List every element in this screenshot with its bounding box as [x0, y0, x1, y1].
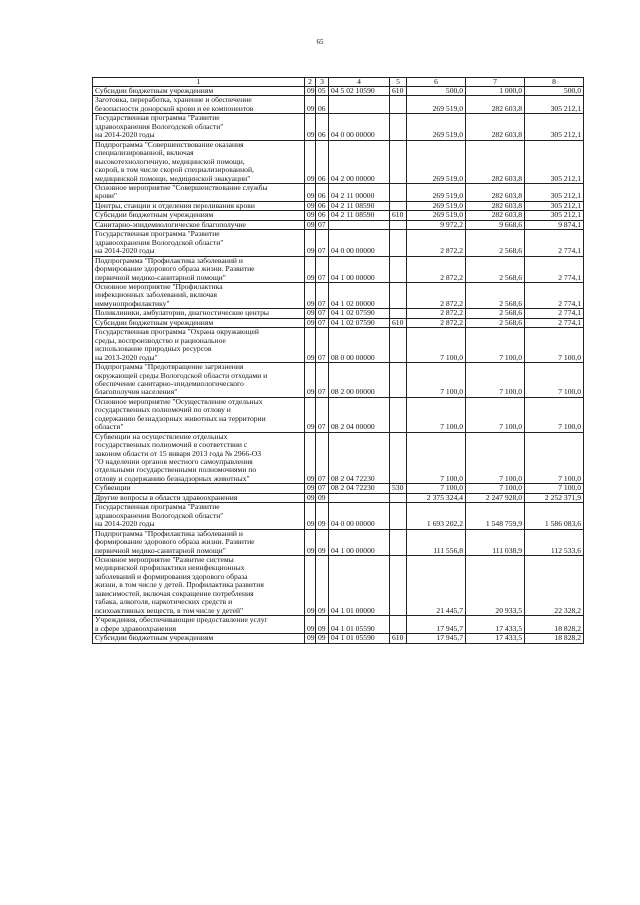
- amount-year-1: 269 519,0: [407, 211, 466, 220]
- table-row: [93, 318, 584, 327]
- column-header: 2: [305, 78, 316, 87]
- target-article-code: 04 2 00 00000: [329, 140, 390, 183]
- table-row: [93, 201, 584, 210]
- row-title: Государственная программа "Развитие здравоохранения Вологодской области" на 2014-2020 годы: [93, 503, 305, 529]
- amount-year-3: 2 774,1: [525, 309, 584, 318]
- section-code: 09: [305, 87, 316, 96]
- amount-year-1: 2 375 324,4: [407, 493, 466, 502]
- target-article-code: 04 1 01 05590: [329, 634, 390, 643]
- amount-year-1: 7 100,0: [407, 328, 466, 363]
- table-row: [93, 87, 584, 96]
- amount-year-1: 7 100,0: [407, 432, 466, 484]
- subsection-code: 09: [316, 556, 329, 616]
- expense-type-code: [390, 140, 407, 183]
- target-article-code: 04 1 01 00000: [329, 556, 390, 616]
- column-header: 6: [407, 78, 466, 87]
- column-header: 3: [316, 78, 329, 87]
- amount-year-3: 18 828,2: [525, 616, 584, 634]
- expense-type-code: 610: [390, 87, 407, 96]
- subsection-code: 06: [316, 140, 329, 183]
- amount-year-2: 1 548 759,9: [466, 503, 525, 529]
- section-code: 09: [305, 114, 316, 140]
- amount-year-1: 2 872,2: [407, 309, 466, 318]
- expense-type-code: [390, 616, 407, 634]
- column-header: 8: [525, 78, 584, 87]
- subsection-code: 06: [316, 211, 329, 220]
- subsection-code: 07: [316, 397, 329, 432]
- amount-year-2: 2 568,6: [466, 256, 525, 282]
- section-code: 09: [305, 616, 316, 634]
- amount-year-2: 7 100,0: [466, 397, 525, 432]
- target-article-code: 08 2 04 00000: [329, 397, 390, 432]
- amount-year-1: 500,0: [407, 87, 466, 96]
- target-article-code: 04 1 00 00000: [329, 256, 390, 282]
- target-article-code: 04 1 01 05590: [329, 616, 390, 634]
- row-title: Субвенции на осуществление отдельных государственных полномочий в соответствии с законом области от 15 января 2013 года № 2966-ОЗ "О наделении органов местного самоуправления отдельными государственными полномочиями по отлову и содержанию безнадзорных животных": [93, 432, 305, 484]
- subsection-code: 07: [316, 328, 329, 363]
- table-row: [93, 96, 584, 114]
- section-code: 09: [305, 309, 316, 318]
- section-code: 09: [305, 211, 316, 220]
- section-code: 09: [305, 484, 316, 493]
- target-article-code: 04 2 11 08590: [329, 201, 390, 210]
- amount-year-1: 2 872,2: [407, 256, 466, 282]
- expense-type-code: [390, 397, 407, 432]
- subsection-code: 06: [316, 96, 329, 114]
- subsection-code: 09: [316, 616, 329, 634]
- row-title: Государственная программа "Развитие здравоохранения Вологодской области" на 2014-2020 годы: [93, 230, 305, 256]
- table-row: [93, 309, 584, 318]
- table-row: [93, 529, 584, 555]
- target-article-code: 04 2 11 00000: [329, 183, 390, 201]
- expense-type-code: [390, 256, 407, 282]
- target-article-code: 08 2 04 72230: [329, 484, 390, 493]
- amount-year-1: 21 445,7: [407, 556, 466, 616]
- amount-year-1: 7 100,0: [407, 397, 466, 432]
- amount-year-3: 112 533,6: [525, 529, 584, 555]
- amount-year-1: 17 945,7: [407, 634, 466, 643]
- amount-year-3: 2 774,1: [525, 318, 584, 327]
- amount-year-3: 1 586 083,6: [525, 503, 584, 529]
- section-code: 09: [305, 96, 316, 114]
- amount-year-1: 269 519,0: [407, 201, 466, 210]
- row-title: Государственная программа "Охрана окружающей среды, воспроизводство и рациональное использование природных ресурсов на 2013-2020 годы": [93, 328, 305, 363]
- target-article-code: 04 0 00 00000: [329, 114, 390, 140]
- subsection-code: 07: [316, 484, 329, 493]
- table-row: [93, 230, 584, 256]
- expense-type-code: [390, 114, 407, 140]
- row-title: Субсидии бюджетным учреждениям: [93, 211, 305, 220]
- column-header: 4: [329, 78, 390, 87]
- row-title: Основное мероприятие "Развитие системы медицинской профилактики неинфекционных заболеваний и формирования здорового образа жизни, в том числе у детей. Профилактика развития зависимостей, включая сокращение потребления табака, алкоголя, наркотических средств и психоактивных веществ, в том числе у детей": [93, 556, 305, 616]
- amount-year-2: 17 433,5: [466, 616, 525, 634]
- amount-year-3: 500,0: [525, 87, 584, 96]
- section-code: 09: [305, 529, 316, 555]
- subsection-code: 09: [316, 634, 329, 643]
- amount-year-3: 7 100,0: [525, 363, 584, 398]
- amount-year-3: 7 100,0: [525, 432, 584, 484]
- amount-year-2: 2 568,6: [466, 318, 525, 327]
- target-article-code: 04 0 00 00000: [329, 230, 390, 256]
- subsection-code: 07: [316, 318, 329, 327]
- subsection-code: 09: [316, 503, 329, 529]
- amount-year-1: 269 519,0: [407, 96, 466, 114]
- section-code: 09: [305, 256, 316, 282]
- column-header: 7: [466, 78, 525, 87]
- row-title: Другие вопросы в области здравоохранения: [93, 493, 305, 502]
- section-code: 09: [305, 432, 316, 484]
- target-article-code: [329, 493, 390, 502]
- subsection-code: 07: [316, 230, 329, 256]
- section-code: 09: [305, 493, 316, 502]
- amount-year-3: 305 212,1: [525, 140, 584, 183]
- amount-year-2: 2 568,6: [466, 282, 525, 308]
- amount-year-2: 282 603,8: [466, 183, 525, 201]
- row-title: Государственная программа "Развитие здравоохранения Вологодской области" на 2014-2020 годы: [93, 114, 305, 140]
- expense-type-code: [390, 493, 407, 502]
- row-title: Основное мероприятие "Совершенствование службы крови": [93, 183, 305, 201]
- table-row: [93, 256, 584, 282]
- amount-year-2: 282 603,8: [466, 114, 525, 140]
- amount-year-2: 9 668,6: [466, 220, 525, 229]
- expense-type-code: 530: [390, 484, 407, 493]
- table-row: [93, 140, 584, 183]
- subsection-code: 05: [316, 87, 329, 96]
- amount-year-3: 9 874,1: [525, 220, 584, 229]
- target-article-code: 08 2 04 72230: [329, 432, 390, 484]
- subsection-code: 07: [316, 220, 329, 229]
- row-title: Подпрограмма "Профилактика заболеваний и формирование здорового образа жизни. Развитие первичной медико-санитарной помощи": [93, 256, 305, 282]
- expense-type-code: 610: [390, 318, 407, 327]
- table-row: [93, 634, 584, 643]
- target-article-code: 04 2 11 08590: [329, 211, 390, 220]
- row-title: Подпрограмма "Профилактика заболеваний и формирование здорового образа жизни. Развитие первичной медико-санитарной помощи": [93, 529, 305, 555]
- subsection-code: 07: [316, 282, 329, 308]
- amount-year-3: 7 100,0: [525, 328, 584, 363]
- amount-year-1: 111 556,8: [407, 529, 466, 555]
- amount-year-2: 1 000,0: [466, 87, 525, 96]
- section-code: 09: [305, 397, 316, 432]
- amount-year-2: 7 100,0: [466, 328, 525, 363]
- table-row: [93, 493, 584, 502]
- table-row: [93, 397, 584, 432]
- expense-type-code: [390, 556, 407, 616]
- subsection-code: 09: [316, 529, 329, 555]
- row-title: Санитарно-эпидемиологическое благополучие: [93, 220, 305, 229]
- amount-year-1: 269 519,0: [407, 183, 466, 201]
- expense-type-code: [390, 309, 407, 318]
- amount-year-2: 17 433,5: [466, 634, 525, 643]
- subsection-code: 07: [316, 309, 329, 318]
- table-row: [93, 503, 584, 529]
- table-row: [93, 616, 584, 634]
- page-number: 65: [316, 38, 324, 46]
- row-title: Подпрограмма "Совершенствование оказания специализированной, включая высокотехнологичную, медицинской помощи, скорой, в том числе скорой специализированной, медицинской помощи, медицинской эвакуации": [93, 140, 305, 183]
- table-row: [93, 211, 584, 220]
- table-row: [93, 220, 584, 229]
- amount-year-2: 111 038,9: [466, 529, 525, 555]
- amount-year-1: 7 100,0: [407, 484, 466, 493]
- amount-year-3: 18 828,2: [525, 634, 584, 643]
- column-header: 1: [93, 78, 305, 87]
- row-title: Субсидии бюджетным учреждениям: [93, 87, 305, 96]
- target-article-code: [329, 220, 390, 229]
- expense-type-code: [390, 230, 407, 256]
- section-code: 09: [305, 220, 316, 229]
- target-article-code: 04 1 02 07590: [329, 309, 390, 318]
- amount-year-2: 282 603,8: [466, 201, 525, 210]
- amount-year-3: 305 212,1: [525, 96, 584, 114]
- amount-year-1: 7 100,0: [407, 363, 466, 398]
- row-title: Субсидии бюджетным учреждениям: [93, 318, 305, 327]
- amount-year-1: 2 872,2: [407, 318, 466, 327]
- amount-year-1: 2 872,2: [407, 230, 466, 256]
- row-title: Центры, станции и отделения переливания крови: [93, 201, 305, 210]
- subsection-code: 07: [316, 256, 329, 282]
- target-article-code: 04 5 02 10590: [329, 87, 390, 96]
- target-article-code: 04 1 00 00000: [329, 529, 390, 555]
- expense-type-code: [390, 183, 407, 201]
- amount-year-2: 7 100,0: [466, 484, 525, 493]
- table-row: [93, 114, 584, 140]
- row-title: Заготовка, переработка, хранение и обеспечение безопасности донорской крови и ее компонентов: [93, 96, 305, 114]
- subsection-code: 06: [316, 114, 329, 140]
- budget-table: [92, 77, 584, 644]
- section-code: 09: [305, 503, 316, 529]
- row-title: Основное мероприятие "Осуществление отдельных государственных полномочий по отлову и содержанию безнадзорных животных на территории области": [93, 397, 305, 432]
- table-row: [93, 282, 584, 308]
- target-article-code: 08 2 00 00000: [329, 363, 390, 398]
- amount-year-3: 305 212,1: [525, 114, 584, 140]
- row-title: Подпрограмма "Предотвращение загрязнения окружающей среды Вологодской области отходами и обеспечение санитарно-эпидемиологического благополучия населения": [93, 363, 305, 398]
- amount-year-3: 305 212,1: [525, 201, 584, 210]
- column-header: 5: [390, 78, 407, 87]
- table-row: [93, 484, 584, 493]
- amount-year-1: 269 519,0: [407, 140, 466, 183]
- target-article-code: 04 0 00 00000: [329, 503, 390, 529]
- amount-year-2: 2 568,6: [466, 230, 525, 256]
- expense-type-code: [390, 220, 407, 229]
- section-code: 09: [305, 230, 316, 256]
- table-row: [93, 432, 584, 484]
- section-code: 09: [305, 183, 316, 201]
- section-code: 09: [305, 140, 316, 183]
- amount-year-2: 2 247 928,0: [466, 493, 525, 502]
- expense-type-code: [390, 529, 407, 555]
- subsection-code: 06: [316, 183, 329, 201]
- row-title: Субвенции: [93, 484, 305, 493]
- section-code: 09: [305, 318, 316, 327]
- section-code: 09: [305, 328, 316, 363]
- expense-type-code: 610: [390, 634, 407, 643]
- amount-year-2: 282 603,8: [466, 140, 525, 183]
- row-title: Субсидии бюджетным учреждениям: [93, 634, 305, 643]
- expense-type-code: [390, 201, 407, 210]
- amount-year-3: 7 100,0: [525, 397, 584, 432]
- target-article-code: 08 0 00 00000: [329, 328, 390, 363]
- expense-type-code: [390, 503, 407, 529]
- section-code: 09: [305, 201, 316, 210]
- row-title: Поликлиники, амбулатории, диагностические центры: [93, 309, 305, 318]
- expense-type-code: [390, 363, 407, 398]
- table-row: [93, 328, 584, 363]
- subsection-code: 07: [316, 432, 329, 484]
- section-code: 09: [305, 556, 316, 616]
- expense-type-code: 610: [390, 211, 407, 220]
- section-code: 09: [305, 634, 316, 643]
- amount-year-1: 2 872,2: [407, 282, 466, 308]
- amount-year-2: 2 568,6: [466, 309, 525, 318]
- amount-year-1: 17 945,7: [407, 616, 466, 634]
- amount-year-3: 2 252 371,9: [525, 493, 584, 502]
- amount-year-3: 7 100,0: [525, 484, 584, 493]
- expense-type-code: [390, 282, 407, 308]
- subsection-code: 06: [316, 201, 329, 210]
- amount-year-2: 282 603,8: [466, 96, 525, 114]
- table-row: [93, 183, 584, 201]
- table-row: [93, 556, 584, 616]
- amount-year-1: 1 693 202,2: [407, 503, 466, 529]
- target-article-code: 04 1 02 07590: [329, 318, 390, 327]
- amount-year-3: 305 212,1: [525, 183, 584, 201]
- expense-type-code: [390, 432, 407, 484]
- amount-year-3: 22 328,2: [525, 556, 584, 616]
- row-title: Учреждения, обеспечивающие предоставление услуг в сфере здравоохранения: [93, 616, 305, 634]
- expense-type-code: [390, 96, 407, 114]
- expense-type-code: [390, 328, 407, 363]
- amount-year-2: 282 603,8: [466, 211, 525, 220]
- section-code: 09: [305, 282, 316, 308]
- subsection-code: 09: [316, 493, 329, 502]
- amount-year-3: 305 212,1: [525, 211, 584, 220]
- subsection-code: 07: [316, 363, 329, 398]
- amount-year-2: 7 100,0: [466, 432, 525, 484]
- table-header-row: [93, 78, 584, 87]
- amount-year-2: 20 933,5: [466, 556, 525, 616]
- target-article-code: [329, 96, 390, 114]
- amount-year-1: 269 519,0: [407, 114, 466, 140]
- table-body: [93, 87, 584, 644]
- section-code: 09: [305, 363, 316, 398]
- amount-year-3: 2 774,1: [525, 256, 584, 282]
- target-article-code: 04 1 02 00000: [329, 282, 390, 308]
- table-row: [93, 363, 584, 398]
- amount-year-3: 2 774,1: [525, 230, 584, 256]
- amount-year-1: 9 972,2: [407, 220, 466, 229]
- amount-year-2: 7 100,0: [466, 363, 525, 398]
- amount-year-3: 2 774,1: [525, 282, 584, 308]
- row-title: Основное мероприятие "Профилактика инфекционных заболеваний, включая иммунопрофилактику": [93, 282, 305, 308]
